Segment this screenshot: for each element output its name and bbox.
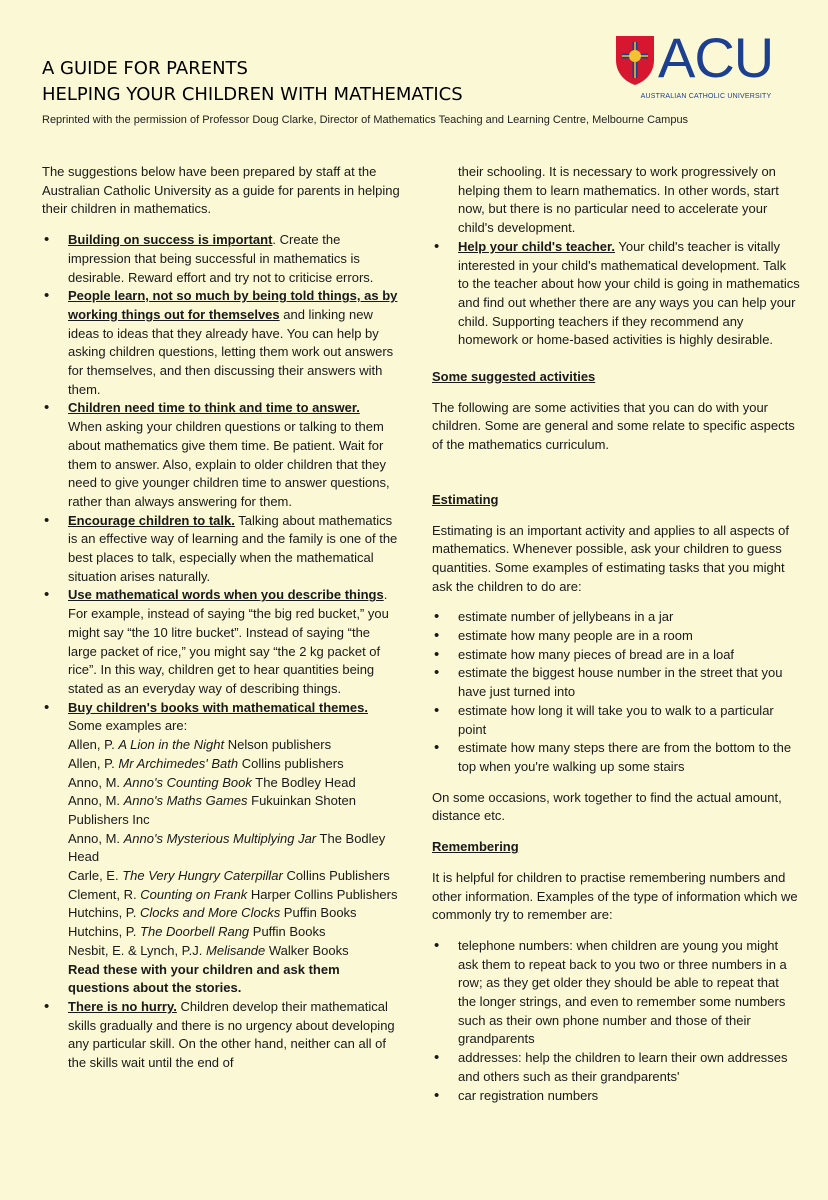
book-publisher: Nelson publishers bbox=[224, 737, 332, 753]
bullet-buy-books bbox=[42, 699, 402, 736]
book-publisher: The Bodley Head bbox=[251, 774, 356, 790]
heading-suggested-activities: Some suggested activities bbox=[432, 369, 596, 385]
book-author: Allen, P. bbox=[68, 755, 119, 771]
book-title: A Lion in the Night bbox=[118, 737, 225, 753]
book-title: The Very Hungry Caterpillar bbox=[122, 868, 283, 884]
estimating-paragraph: Estimating is an important activity and applies to all aspects of mathematics. Whenever possible, ask your children to guess quantities. Some examples of estimating tasks that you might ask the children to do are: bbox=[432, 522, 789, 594]
bullet-heading: Encourage children to talk. bbox=[68, 512, 235, 528]
book-item bbox=[42, 904, 402, 923]
book-item bbox=[42, 942, 402, 961]
estimate-item: • estimate how many pieces of bread are in a loaf bbox=[432, 646, 800, 665]
acu-shield-icon bbox=[614, 34, 656, 86]
book-author: Carle, E. bbox=[68, 868, 123, 884]
book-author: Anno, M. bbox=[68, 830, 124, 846]
bullet-heading: Children need time to think and time to answer. bbox=[68, 400, 360, 416]
book-publisher: Harper Collins Publishers bbox=[247, 886, 398, 902]
book-item bbox=[42, 755, 402, 774]
book-title: Anno's Maths Games bbox=[123, 793, 248, 809]
book-author: Anno, M. bbox=[68, 774, 124, 790]
right-column bbox=[432, 163, 800, 1105]
bullet-text: Your child's teacher is vitally interested in your child's mathematical development. Talk to the teacher about how your child is going in mathematics and find out whether there are any ways you can help your child. Supporting teachers if they recommend any homework or home-based activities is highly desirable. bbox=[458, 238, 800, 348]
bullet-time-to-think bbox=[42, 399, 402, 511]
bullet-heading: There is no hurry. bbox=[68, 998, 177, 1014]
activities-paragraph: The following are some activities that you can do with your children. Some are general and some relate to specific aspects of the mathematics curriculum. bbox=[432, 399, 795, 453]
estimate-item: • estimate how many steps there are from the bottom to the top when you're walking up some stairs bbox=[432, 739, 800, 776]
title-line-2: HELPING YOUR CHILDREN WITH MATHEMATICS bbox=[42, 84, 463, 105]
bullet-text: . For example, instead of saying “the big red bucket,” you might say “the 10 litre bucket”. Instead of saying “the large packet of rice,” you might say “the 2 kg packet of rice”. In this way, children get to hear quantities being stated as an everyday way of describing things. bbox=[68, 587, 389, 696]
bullet-people-learn bbox=[42, 287, 402, 399]
bullet-help-teacher bbox=[432, 238, 800, 350]
book-title: The Doorbell Rang bbox=[140, 924, 250, 940]
book-publisher: Puffin Books bbox=[249, 924, 326, 940]
remember-item: • addresses: help the children to learn their own addresses and others such as their grandparents' bbox=[432, 1049, 800, 1086]
book-publisher: Puffin Books bbox=[280, 905, 357, 921]
page-subtitle: Reprinted with the permission of Professor Doug Clarke, Director of Mathematics Teaching and Learning Centre, Melbourne Campus bbox=[42, 114, 689, 126]
bullet-heading: Help your child's teacher. bbox=[458, 238, 615, 254]
remember-item: • telephone numbers: when children are young you might ask them to repeat back to you two or three numbers in a row; as they get older they should be able to repeat that the longer strings, and even to remember some numbers such as their own phone number and those of their grandparents bbox=[432, 937, 800, 1049]
book-title: Anno's Mysterious Multiplying Jar bbox=[123, 830, 317, 846]
bullet-heading: Use mathematical words when you describe things bbox=[68, 587, 384, 603]
book-author: Anno, M. bbox=[68, 793, 124, 809]
book-title: Clocks and More Clocks bbox=[140, 905, 281, 921]
book-author: Hutchins, P. bbox=[68, 905, 141, 921]
bullet-no-hurry bbox=[42, 998, 402, 1073]
bullet-heading: Building on success is important bbox=[68, 232, 273, 248]
book-item bbox=[42, 867, 402, 886]
estimate-item: • estimate the biggest house number in the street that you have just turned into bbox=[432, 664, 800, 701]
book-item bbox=[42, 774, 402, 793]
book-publisher: The Bodley Head bbox=[68, 830, 386, 865]
bullet-math-words bbox=[42, 586, 402, 698]
book-item bbox=[42, 886, 402, 905]
book-list bbox=[42, 736, 402, 960]
bullet-heading: People learn, not so much by being told things, as by working things out for themselves bbox=[68, 288, 398, 322]
book-item bbox=[42, 736, 402, 755]
book-author: Nesbit, E. & Lynch, P.J. bbox=[68, 942, 207, 958]
estimate-item: • estimate how long it will take you to walk to a particular point bbox=[432, 702, 800, 739]
heading-remembering: Remembering bbox=[432, 839, 519, 855]
bullet-text: and linking new ideas to ideas that they already have. You can help by asking children questions, letting them work out answers for themselves, and then discussing their answers with them. bbox=[68, 306, 394, 397]
remember-list bbox=[432, 937, 800, 1105]
bullet-text: When asking your children questions or talking to them about mathematics give them time. Be patient. Wait for them to answer. Also, explain to older children that they need to give younger children time to answer questions, rather than always answering for them. bbox=[68, 419, 390, 509]
book-publisher: Collins Publishers bbox=[282, 868, 390, 884]
book-item bbox=[42, 830, 402, 867]
book-title: Melisande bbox=[206, 942, 266, 958]
bullet-heading: Buy children's books with mathematical themes. bbox=[68, 699, 369, 715]
bullet-encourage-talk bbox=[42, 512, 402, 587]
book-publisher: Walker Books bbox=[265, 942, 349, 958]
bullet-text: . Create the impression that being successful in mathematics is desirable. Reward effort and try not to criticise errors. bbox=[68, 232, 374, 285]
bullet-text: Talking about mathematics is an effective way of learning and the family is one of the best places to talk, especially when the mathematical situation arises naturally. bbox=[68, 512, 398, 584]
acu-logo-subtext: AUSTRALIAN CATHOLIC UNIVERSITY bbox=[640, 93, 772, 100]
books-closing: Read these with your children and ask them questions about the stories. bbox=[68, 961, 340, 996]
page-title bbox=[42, 56, 463, 108]
acu-logo-text: ACU bbox=[658, 26, 774, 89]
estimate-item: • estimate how many people are in a room bbox=[432, 627, 800, 646]
book-item bbox=[42, 792, 402, 829]
bullet-building-success bbox=[42, 231, 402, 287]
book-title: Mr Archimedes' Bath bbox=[118, 755, 239, 771]
book-publisher: Collins publishers bbox=[238, 755, 344, 771]
intro-paragraph: The suggestions below have been prepared by staff at the Australian Catholic University as a guide for parents in helping their children in mathematics. bbox=[42, 164, 400, 217]
book-title: Counting on Frank bbox=[140, 886, 248, 902]
estimate-item: • estimate number of jellybeans in a jar bbox=[432, 608, 800, 627]
estimate-list bbox=[432, 608, 800, 776]
continued-paragraph: their schooling. It is necessary to work progressively on helping them to learn mathematics. In other words, start now, but there is no particular need to accelerate your child's development. bbox=[458, 164, 779, 236]
remembering-paragraph: It is helpful for children to practise remembering numbers and other information. Examples of the type of information which we commonly try to remember are: bbox=[432, 869, 798, 923]
remember-item: • car registration numbers bbox=[432, 1087, 800, 1106]
book-item bbox=[42, 923, 402, 942]
estimating-closing: On some occasions, work together to find the actual amount, distance etc. bbox=[432, 789, 782, 824]
left-column bbox=[42, 163, 402, 1073]
book-author: Hutchins, P. bbox=[68, 924, 141, 940]
book-author: Clement, R. bbox=[68, 886, 141, 902]
heading-estimating: Estimating bbox=[432, 491, 499, 507]
bullet-text: Children develop their mathematical skills gradually and there is no urgency about developing any particular skill. On the other hand, neither can all of the skills wait until the end of bbox=[68, 998, 395, 1071]
title-line-1: A GUIDE FOR PARENTS bbox=[42, 58, 248, 79]
book-author: Allen, P. bbox=[68, 737, 119, 753]
book-publisher: Fukuinkan Shoten Publishers Inc bbox=[68, 793, 356, 827]
bullet-text: Some examples are: bbox=[68, 718, 188, 734]
book-title: Anno's Counting Book bbox=[123, 774, 252, 790]
